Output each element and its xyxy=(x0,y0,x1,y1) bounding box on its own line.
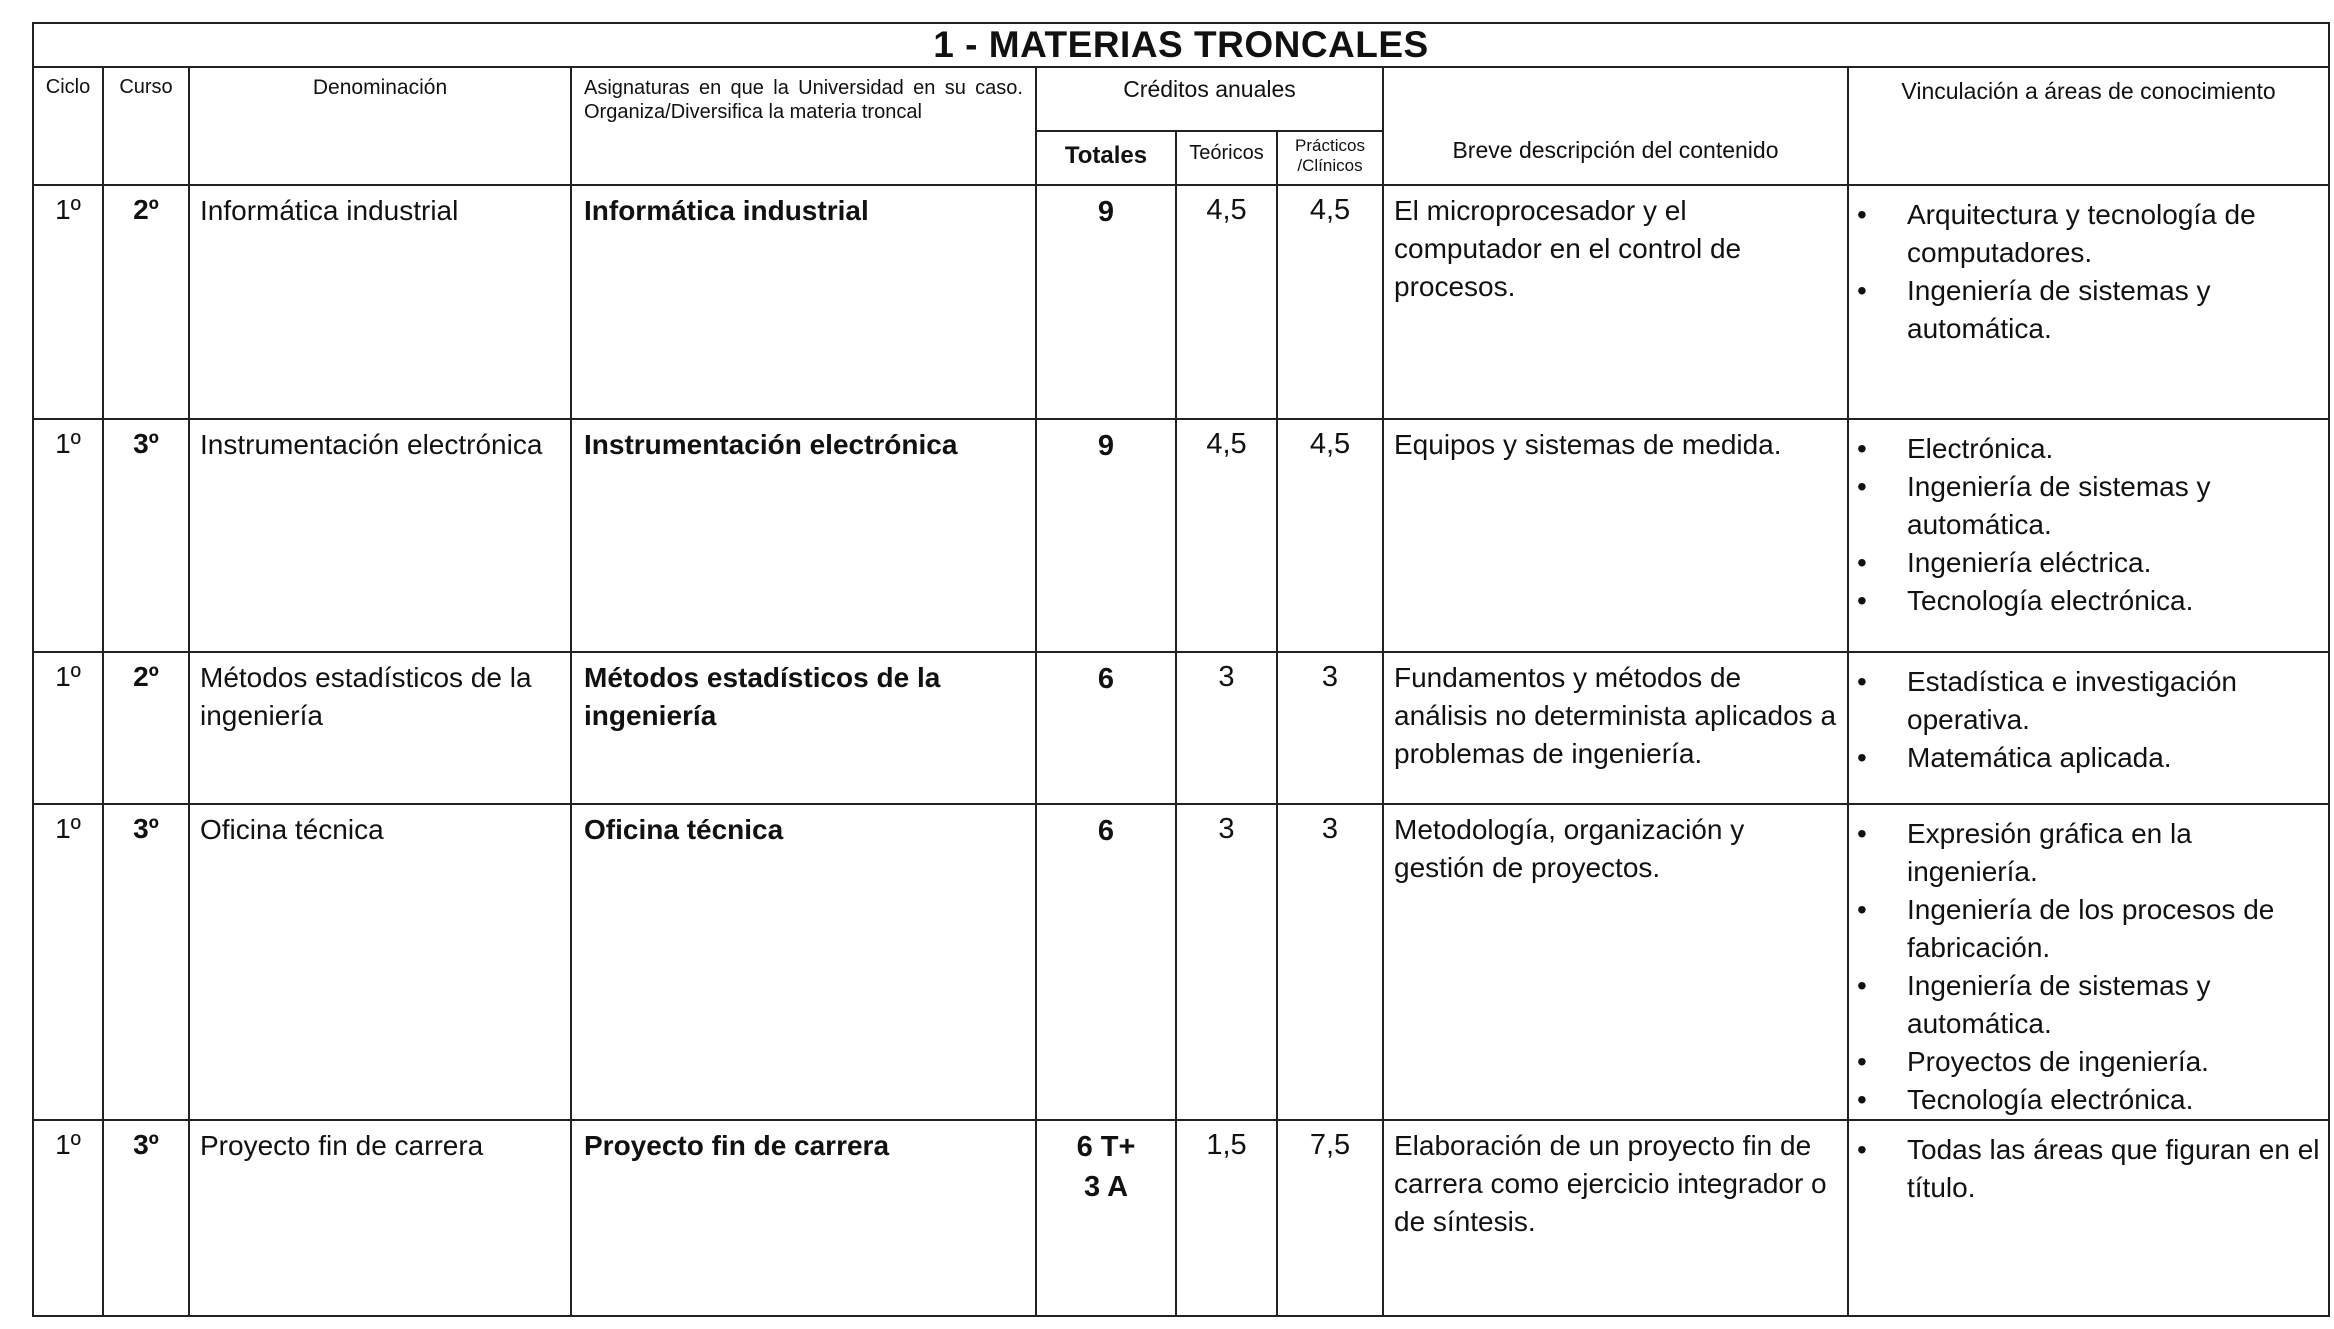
totales-cell xyxy=(1036,185,1176,419)
teoricos-cell: 3 xyxy=(1176,652,1277,804)
totales-line: 6 xyxy=(1097,663,1115,695)
vinculacion-cell xyxy=(1848,185,2329,419)
area-item: • Expresión gráfica en la ingeniería. xyxy=(1907,815,2320,891)
denominacion-cell: Oficina técnica xyxy=(189,804,571,1120)
header-creditos: Créditos anuales xyxy=(1036,67,1383,131)
ciclo-cell: 1º xyxy=(33,1120,103,1316)
totales-cell xyxy=(1036,1120,1176,1316)
area-item: • Ingeniería de los procesos de fabricación. xyxy=(1907,891,2320,967)
curso-cell: 2º xyxy=(103,185,189,419)
table-row xyxy=(33,185,2329,419)
totales-cell xyxy=(1036,652,1176,804)
header-descripcion: Breve descripción del contenido xyxy=(1383,67,1848,185)
descripcion-cell: Metodología, organización y gestión de proyectos. xyxy=(1383,804,1848,1120)
area-item: • Estadística e investigación operativa. xyxy=(1907,663,2320,739)
totales-line: 6 T+ xyxy=(1076,1131,1136,1163)
ciclo-cell: 1º xyxy=(33,419,103,652)
area-item: • Ingeniería de sistemas y automática. xyxy=(1907,967,2320,1043)
area-item: • Ingeniería de sistemas y automática. xyxy=(1907,272,2320,348)
header-asignaturas: Asignaturas en que la Universidad en su caso. Organiza/Diversifica la materia troncal xyxy=(571,67,1036,185)
area-item: • Todas las áreas que figuran en el título. xyxy=(1907,1131,2320,1207)
denominacion-cell: Instrumentación electrónica xyxy=(189,419,571,652)
header-teoricos: Teóricos xyxy=(1176,131,1277,185)
table-body xyxy=(33,185,2329,1316)
curso-cell: 2º xyxy=(103,652,189,804)
table-row xyxy=(33,652,2329,804)
header-denominacion: Denominación xyxy=(189,67,571,185)
areas-list xyxy=(1849,420,2328,620)
totales-line: 9 xyxy=(1097,196,1115,228)
asignatura-cell: Oficina técnica xyxy=(571,804,1036,1120)
descripcion-cell: Equipos y sistemas de medida. xyxy=(1383,419,1848,652)
practicos-cell: 3 xyxy=(1277,652,1383,804)
table-row xyxy=(33,804,2329,1120)
ciclo-cell: 1º xyxy=(33,652,103,804)
denominacion-cell: Métodos estadísticos de la ingeniería xyxy=(189,652,571,804)
practicos-cell: 4,5 xyxy=(1277,419,1383,652)
area-item: • Ingeniería eléctrica. xyxy=(1907,544,2320,582)
practicos-cell: 3 xyxy=(1277,804,1383,1120)
teoricos-cell: 1,5 xyxy=(1176,1120,1277,1316)
curso-cell: 3º xyxy=(103,1120,189,1316)
header-practicos: Prácticos /Clínicos xyxy=(1277,131,1383,185)
curso-cell: 3º xyxy=(103,419,189,652)
denominacion-cell: Proyecto fin de carrera xyxy=(189,1120,571,1316)
table-row xyxy=(33,419,2329,652)
area-item: • Tecnología electrónica. xyxy=(1907,582,2320,620)
descripcion-cell: Fundamentos y métodos de análisis no determinista aplicados a problemas de ingeniería. xyxy=(1383,652,1848,804)
totales-cell xyxy=(1036,804,1176,1120)
page-title: 1 - MATERIAS TRONCALES xyxy=(33,23,2329,67)
areas-list xyxy=(1849,186,2328,348)
totales-line: 9 xyxy=(1097,430,1115,462)
area-item: • Ingeniería de sistemas y automática. xyxy=(1907,468,2320,544)
vinculacion-cell xyxy=(1848,419,2329,652)
ciclo-cell: 1º xyxy=(33,804,103,1120)
totales-cell xyxy=(1036,419,1176,652)
asignatura-cell: Proyecto fin de carrera xyxy=(571,1120,1036,1316)
area-item: • Proyectos de ingeniería. xyxy=(1907,1043,2320,1081)
area-item: • Matemática aplicada. xyxy=(1907,739,2320,777)
areas-list xyxy=(1849,653,2328,777)
area-item: • Tecnología electrónica. xyxy=(1907,1081,2320,1119)
teoricos-cell: 3 xyxy=(1176,804,1277,1120)
denominacion-cell: Informática industrial xyxy=(189,185,571,419)
teoricos-cell: 4,5 xyxy=(1176,185,1277,419)
practicos-cell: 4,5 xyxy=(1277,185,1383,419)
totales-line: 6 xyxy=(1097,815,1115,847)
practicos-cell: 7,5 xyxy=(1277,1120,1383,1316)
table-row xyxy=(33,1120,2329,1316)
vinculacion-cell xyxy=(1848,652,2329,804)
vinculacion-cell xyxy=(1848,804,2329,1120)
header-vinculacion: Vinculación a áreas de conocimiento xyxy=(1848,67,2329,185)
descripcion-cell: Elaboración de un proyecto fin de carrera como ejercicio integrador o de síntesis. xyxy=(1383,1120,1848,1316)
troncales-table xyxy=(32,22,2330,1317)
area-item: • Arquitectura y tecnología de computadores. xyxy=(1907,196,2320,272)
descripcion-cell: El microprocesador y el computador en el control de procesos. xyxy=(1383,185,1848,419)
asignatura-cell: Informática industrial xyxy=(571,185,1036,419)
header-curso: Curso xyxy=(103,67,189,185)
asignatura-cell: Métodos estadísticos de la ingeniería xyxy=(571,652,1036,804)
totales-line: 3 A xyxy=(1083,1171,1129,1203)
areas-list xyxy=(1849,1121,2328,1207)
header-ciclo: Ciclo xyxy=(33,67,103,185)
asignatura-cell: Instrumentación electrónica xyxy=(571,419,1036,652)
header-totales: Totales xyxy=(1036,131,1176,185)
vinculacion-cell xyxy=(1848,1120,2329,1316)
areas-list xyxy=(1849,805,2328,1119)
area-item: • Electrónica. xyxy=(1907,430,2320,468)
curso-cell: 3º xyxy=(103,804,189,1120)
ciclo-cell: 1º xyxy=(33,185,103,419)
teoricos-cell: 4,5 xyxy=(1176,419,1277,652)
